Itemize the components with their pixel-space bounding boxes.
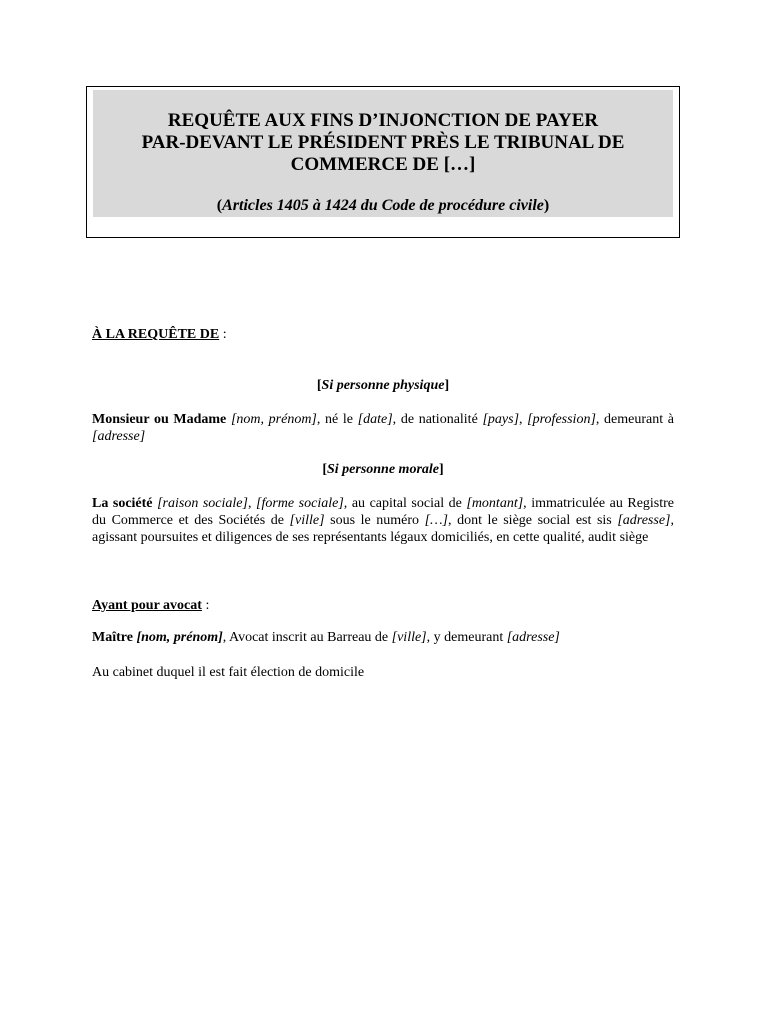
subtitle-open: ( bbox=[216, 197, 223, 214]
field-adresse: [adresse] bbox=[617, 513, 671, 528]
text-run: , né le bbox=[316, 412, 358, 427]
text-run: , agissant poursuites et diligences de ses représentants légaux domiciliés, en cette qualité, audit siège bbox=[92, 513, 674, 545]
text-run: , bbox=[247, 496, 257, 511]
text-run: , Avocat inscrit au Barreau de bbox=[222, 630, 392, 645]
text-run: , y demeurant bbox=[426, 630, 507, 645]
field-adresse: [adresse] bbox=[92, 429, 146, 444]
text-run: , de nationalité bbox=[392, 412, 483, 427]
requete-heading-text: À LA REQUÊTE DE bbox=[92, 327, 220, 342]
morale-lead: La société bbox=[92, 496, 153, 511]
text-run: sous le numéro bbox=[324, 513, 425, 528]
text-run: , au capital social de bbox=[343, 496, 467, 511]
physique-bracket-open: [ bbox=[316, 378, 322, 393]
morale-label bbox=[92, 461, 674, 478]
field-raison-sociale: [raison sociale] bbox=[157, 496, 248, 511]
physique-paragraph bbox=[92, 411, 674, 445]
avocat-paragraph bbox=[92, 629, 674, 646]
field-avocat-nom: [nom, prénom] bbox=[136, 630, 223, 645]
text-run: , bbox=[519, 412, 528, 427]
requete-heading bbox=[92, 326, 674, 343]
avocat-heading bbox=[92, 597, 674, 614]
field-montant: [montant] bbox=[466, 496, 524, 511]
morale-bracket-close: ] bbox=[439, 462, 444, 477]
subtitle bbox=[87, 197, 679, 215]
domicile-paragraph: Au cabinet duquel il est fait élection de domicile bbox=[92, 665, 365, 680]
physique-label bbox=[92, 377, 674, 394]
physique-label-text: Si personne physique bbox=[321, 378, 445, 393]
morale-label-text: Si personne morale bbox=[326, 462, 439, 477]
physique-lead: Monsieur ou Madame bbox=[92, 412, 227, 427]
field-profession: [profession] bbox=[527, 412, 596, 427]
title-line-2: PAR-DEVANT LE PRÉSIDENT PRÈS LE TRIBUNAL DE bbox=[141, 132, 625, 153]
subtitle-text: Articles 1405 à 1424 du Code de procédure civile bbox=[222, 197, 544, 214]
requete-heading-colon: : bbox=[219, 327, 227, 342]
avocat-heading-text: Ayant pour avocat bbox=[92, 598, 202, 613]
text-run: , dont le siège social est sis bbox=[448, 513, 618, 528]
title-box bbox=[86, 86, 680, 238]
text-run: , immatriculée au Registre du Commerce et des Sociétés de bbox=[92, 496, 675, 528]
field-pays: [pays] bbox=[482, 412, 520, 427]
text-run: , demeurant à bbox=[595, 412, 674, 427]
subtitle-close: ) bbox=[543, 197, 550, 214]
title-line-1: REQUÊTE AUX FINS D’INJONCTION DE PAYER bbox=[167, 110, 599, 131]
morale-paragraph bbox=[92, 495, 674, 546]
physique-bracket-close: ] bbox=[444, 378, 450, 393]
avocat-lead: Maître bbox=[92, 630, 137, 645]
field-date: [date] bbox=[357, 412, 393, 427]
field-nom: [nom, prénom] bbox=[230, 412, 317, 427]
morale-bracket-open: [ bbox=[322, 462, 327, 477]
avocat-heading-colon: : bbox=[201, 598, 210, 613]
field-avocat-adresse: [adresse] bbox=[506, 630, 560, 645]
field-ville: [ville] bbox=[289, 513, 325, 528]
field-numero: […] bbox=[424, 513, 448, 528]
field-avocat-ville: [ville] bbox=[391, 630, 427, 645]
title-line-3: COMMERCE DE […] bbox=[290, 154, 476, 175]
field-forme-sociale: [forme sociale] bbox=[256, 496, 344, 511]
